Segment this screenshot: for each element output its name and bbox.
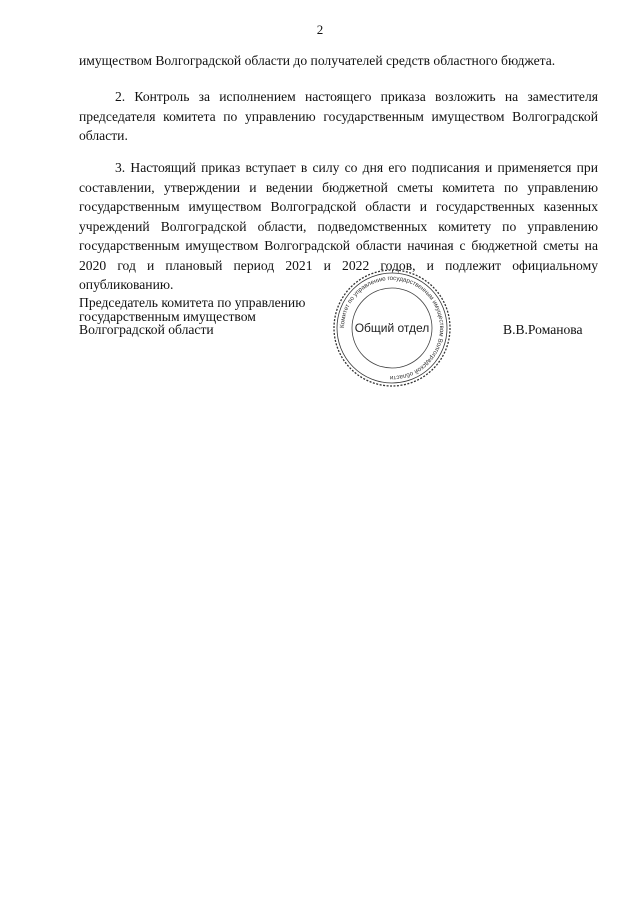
stamp-ring-text: Комитет по управлению государственным имуществом Волгоградской области xyxy=(338,274,446,382)
paragraph-item-2: 2. Контроль за исполнением настоящего приказа возложить на заместителя председателя комитета по управлению государственным имуществом Волгоградской области. xyxy=(79,89,598,143)
signatory-title-line-2: государственным имуществом xyxy=(79,308,256,324)
signatory-title-line-3: Волгоградской области xyxy=(79,322,214,338)
paragraph-item-3: 3. Настоящий приказ вступает в силу со дня его подписания и применяется при составлении, утверждении и ведении бюджетной сметы комитета по управлению государственным имуществом Волгоградской области и государственных казенных учреждений Волгоградской области, подведомственных комитету по управлению государственным имуществом Волгоградской области начиная с бюджетной сметы на 2020 год и плановый период 2021 и 2022 годов, и подлежит официальному опубликованию. xyxy=(79,160,598,292)
signatory-title xyxy=(79,296,339,337)
signatory-name: В.В.Романова xyxy=(503,322,583,337)
paragraph-continuation: имуществом Волгоградской области до получателей средств областного бюджета. xyxy=(79,53,556,68)
stamp-center-text: Общий отдел xyxy=(354,321,430,335)
stamp-seal xyxy=(330,266,454,390)
signatory-title-line-1: Председатель комитета по управлению xyxy=(79,295,306,310)
page-number: 2 xyxy=(316,22,324,37)
